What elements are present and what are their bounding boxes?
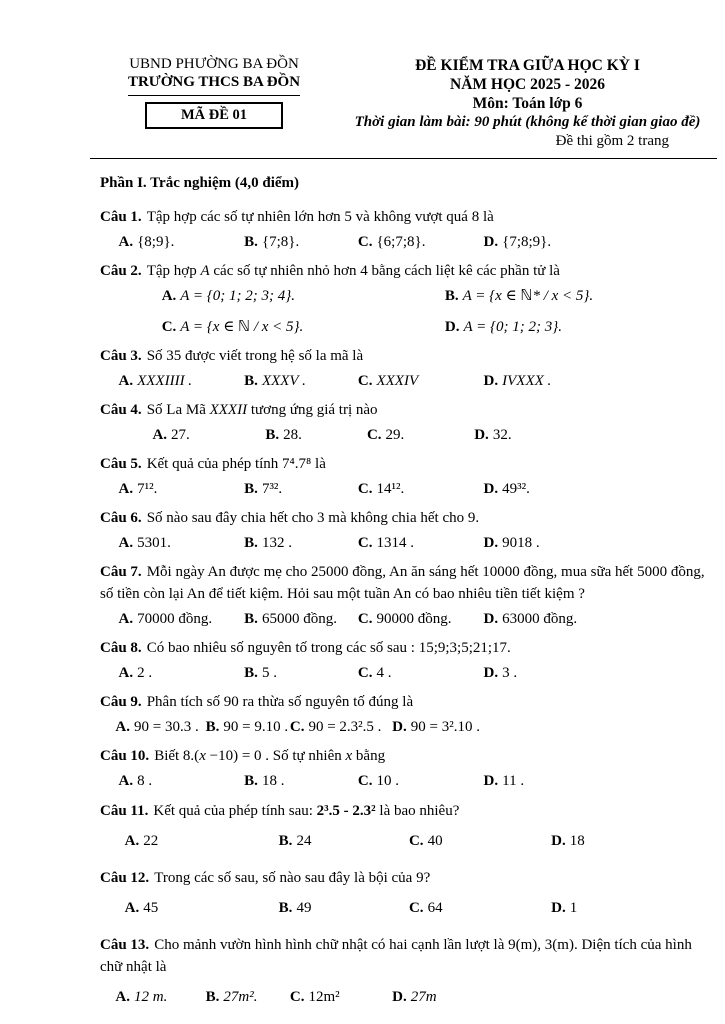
option-letter: D. xyxy=(551,833,566,849)
question-text: Số La Mã xyxy=(146,402,210,418)
option-c xyxy=(358,532,484,554)
question-number: Câu 7. xyxy=(100,564,142,580)
option-c xyxy=(290,716,392,738)
header-left-block xyxy=(90,56,338,129)
option-letter: C. xyxy=(357,234,373,250)
option-letter: A. xyxy=(161,288,177,304)
school-year: NĂM HỌC 2025 - 2026 xyxy=(450,76,605,93)
option-b xyxy=(244,370,358,392)
option-b xyxy=(244,532,358,554)
option-value: 49 xyxy=(296,900,312,916)
option-letter: C. xyxy=(408,900,424,916)
option-value: 27m xyxy=(410,989,437,1005)
exam-code-box: MÃ ĐỀ 01 xyxy=(145,102,283,129)
option-b xyxy=(244,770,358,792)
subject-line: Môn: Toán lớp 6 xyxy=(472,95,583,112)
option-a xyxy=(119,608,245,630)
option-d xyxy=(445,316,717,338)
question xyxy=(100,345,717,392)
question-stem xyxy=(100,399,717,421)
question-text: bằng xyxy=(352,748,386,764)
option-value: XXXIV xyxy=(376,373,419,389)
question-text: Số 35 được viết trong hệ số la mã là xyxy=(146,348,364,364)
option-a xyxy=(119,370,245,392)
option-value: 28. xyxy=(283,427,302,443)
question-stem xyxy=(100,507,717,529)
option-letter: B. xyxy=(244,535,258,551)
option-b xyxy=(244,478,358,500)
option-c xyxy=(358,478,484,500)
option-a xyxy=(119,532,245,554)
question xyxy=(100,561,717,630)
question xyxy=(100,507,717,554)
option-value: 90 = 2.3².5 . xyxy=(308,719,382,735)
option-letter: A. xyxy=(115,719,131,735)
question-stem xyxy=(100,345,717,367)
option-letter: D. xyxy=(483,373,499,389)
option-letter: D. xyxy=(392,719,407,735)
question xyxy=(100,745,717,792)
authority-name: UBND PHƯỜNG BA ĐỒN xyxy=(129,56,299,72)
question-text: tương ứng giá trị nào xyxy=(247,402,378,418)
option-b xyxy=(206,716,290,738)
option-letter: B. xyxy=(244,665,258,681)
option-value: 90 = 9.10 . xyxy=(223,719,289,735)
question-number: Câu 9. xyxy=(100,694,142,710)
question xyxy=(100,867,717,919)
option-b xyxy=(265,424,367,446)
option-value: 3 . xyxy=(502,665,518,681)
option-value: 70000 đồng. xyxy=(137,611,213,627)
question-number: Câu 8. xyxy=(100,640,142,656)
question-options xyxy=(100,897,717,919)
question-text: Tập hợp xyxy=(146,263,201,279)
option-c xyxy=(409,897,551,919)
option-value: 18 xyxy=(569,833,585,849)
option-letter: B. xyxy=(244,611,258,627)
question-stem xyxy=(100,206,717,228)
option-b xyxy=(279,830,409,852)
question xyxy=(100,453,717,500)
question-text: Tập hợp các số tự nhiên lớn hơn 5 và không vượt quá 8 là xyxy=(146,209,494,225)
option-b xyxy=(206,986,290,1008)
option-value: 8 . xyxy=(137,773,153,789)
option-letter: A. xyxy=(118,773,134,789)
option-value: 65000 đồng. xyxy=(261,611,337,627)
question-number: Câu 11. xyxy=(100,803,149,819)
question-number: Câu 3. xyxy=(100,348,142,364)
question xyxy=(100,260,717,338)
question-options xyxy=(100,830,717,852)
question xyxy=(100,637,717,684)
option-d xyxy=(474,424,717,446)
question-options xyxy=(100,662,717,684)
option-value: 11 . xyxy=(502,773,525,789)
option-d xyxy=(392,716,717,738)
option-d xyxy=(551,830,717,852)
question-text: x xyxy=(199,748,206,764)
option-letter: A. xyxy=(118,373,134,389)
option-value: {7;8}. xyxy=(261,234,300,250)
option-letter: D. xyxy=(483,234,499,250)
option-value: 90 = 30.3 . xyxy=(134,719,199,735)
option-letter: C. xyxy=(289,719,305,735)
option-c xyxy=(358,662,484,684)
option-letter: B. xyxy=(244,234,258,250)
exam-title: ĐỀ KIỂM TRA GIỮA HỌC KỲ I xyxy=(415,57,640,74)
option-b xyxy=(244,662,358,684)
duration-line: Thời gian làm bài: 90 phút (không kể thời gian giao đề) xyxy=(354,114,701,130)
option-c xyxy=(162,316,445,338)
option-a xyxy=(119,231,245,253)
option-a xyxy=(119,770,245,792)
option-letter: C. xyxy=(161,319,177,335)
question-stem xyxy=(100,800,717,822)
option-letter: A. xyxy=(115,989,131,1005)
option-b xyxy=(244,608,358,630)
question-number: Câu 12. xyxy=(100,870,150,886)
question-number: Câu 6. xyxy=(100,510,142,526)
option-letter: D. xyxy=(483,665,499,681)
option-value: 22 xyxy=(143,833,159,849)
option-value: 49³². xyxy=(502,481,530,497)
question-text: 2³.5 - 2.3² xyxy=(316,803,376,819)
question-stem xyxy=(100,934,717,978)
question-number: Câu 2. xyxy=(100,263,142,279)
option-letter: D. xyxy=(483,611,499,627)
option-d xyxy=(484,608,717,630)
option-letter: A. xyxy=(118,665,134,681)
option-letter: C. xyxy=(357,373,373,389)
option-letter: A. xyxy=(118,535,134,551)
question xyxy=(100,399,717,446)
option-a xyxy=(115,716,205,738)
question xyxy=(100,206,717,253)
question-options xyxy=(100,478,717,500)
option-b xyxy=(445,285,717,307)
option-letter: A. xyxy=(118,611,134,627)
exam-header xyxy=(90,56,717,151)
question-text: −10) = 0 . Số tự nhiên xyxy=(205,748,346,764)
option-value: 5301. xyxy=(137,535,171,551)
option-d xyxy=(484,532,717,554)
option-value: 12m² xyxy=(308,989,340,1005)
question-number: Câu 5. xyxy=(100,456,142,472)
question-number: Câu 10. xyxy=(100,748,150,764)
option-a xyxy=(119,478,245,500)
question-options xyxy=(100,370,717,392)
exam-body xyxy=(90,159,717,1008)
option-c xyxy=(358,770,484,792)
question-number: Câu 13. xyxy=(100,937,150,953)
question-options xyxy=(100,231,717,253)
question xyxy=(100,800,717,852)
question-text: Số nào sau đây chia hết cho 3 mà không chia hết cho 9. xyxy=(146,510,480,526)
option-c xyxy=(358,370,484,392)
option-value: 40 xyxy=(427,833,443,849)
option-value: 10 . xyxy=(376,773,399,789)
option-letter: D. xyxy=(474,427,489,443)
option-value: 32. xyxy=(492,427,512,443)
question-number: Câu 1. xyxy=(100,209,142,225)
option-value: 4 . xyxy=(376,665,392,681)
option-value: 12 m. xyxy=(134,989,168,1005)
question-stem xyxy=(100,453,717,475)
option-c xyxy=(358,608,484,630)
option-value: 132 . xyxy=(261,535,292,551)
option-b xyxy=(279,897,409,919)
question-text: Có bao nhiêu số nguyên tố trong các số sau : 15;9;3;5;21;17. xyxy=(146,640,511,656)
option-value: {7;8;9}. xyxy=(502,234,552,250)
option-letter: B. xyxy=(265,427,280,443)
questions xyxy=(100,206,717,1008)
option-value: {8;9}. xyxy=(137,234,175,250)
question xyxy=(100,934,717,1008)
option-d xyxy=(484,770,717,792)
question-text: các số tự nhiên nhỏ hơn 4 bằng cách liệt kê các phần tử là xyxy=(209,263,560,279)
question-stem xyxy=(100,637,717,659)
option-letter: A. xyxy=(124,833,140,849)
option-letter: B. xyxy=(444,288,459,304)
question-text: A xyxy=(200,263,210,279)
question-number: Câu 4. xyxy=(100,402,142,418)
option-letter: B. xyxy=(244,373,258,389)
question-text: Kết quả của phép tính sau: xyxy=(153,803,317,819)
option-letter: D. xyxy=(483,481,499,497)
question-text: Mỗi ngày An được mẹ cho 25000 đồng, An ăn sáng hết 10000 đồng, mua sữa hết 5000 đồng, số tiền còn lại An để tiết kiệm. Hỏi sau một tuần An có bao nhiêu tiền tiết kiệm ? xyxy=(100,564,705,602)
option-a xyxy=(115,986,205,1008)
option-value: 45 xyxy=(143,900,159,916)
option-d xyxy=(484,662,717,684)
option-d xyxy=(484,478,717,500)
question-stem xyxy=(100,691,717,713)
question-stem xyxy=(100,867,717,889)
option-letter: B. xyxy=(244,481,258,497)
question-text: XXXII xyxy=(209,402,248,418)
option-letter: C. xyxy=(366,427,382,443)
option-letter: B. xyxy=(205,719,220,735)
option-value: 29. xyxy=(385,427,405,443)
option-a xyxy=(125,830,279,852)
question-options xyxy=(100,716,717,738)
question-options xyxy=(100,770,717,792)
option-value: 9018 . xyxy=(502,535,540,551)
option-letter: D. xyxy=(392,989,407,1005)
option-value: XXXV . xyxy=(261,373,306,389)
option-d xyxy=(484,370,717,392)
option-value: XXXIIII . xyxy=(137,373,193,389)
option-letter: A. xyxy=(124,900,140,916)
option-letter: C. xyxy=(357,773,373,789)
school-name: TRƯỜNG THCS BA ĐỒN xyxy=(128,74,300,96)
option-letter: A. xyxy=(118,234,134,250)
option-letter: D. xyxy=(483,535,499,551)
question-text: Cho mảnh vườn hình hình chữ nhật có hai cạnh lần lượt là 9(m), 3(m). Diện tích của hình chữ nhật là xyxy=(100,937,692,975)
option-letter: C. xyxy=(357,481,373,497)
option-value: A = {0; 1; 2; 3}. xyxy=(463,319,562,335)
question-options xyxy=(100,285,717,338)
option-value: A = {0; 1; 2; 3; 4}. xyxy=(180,288,296,304)
option-letter: A. xyxy=(118,481,134,497)
page-count-line: Đề thi gồm 2 trang xyxy=(555,133,669,149)
option-value: 5 . xyxy=(261,665,277,681)
option-c xyxy=(358,231,484,253)
option-letter: B. xyxy=(278,900,293,916)
question-stem xyxy=(100,260,717,282)
option-value: 7¹². xyxy=(137,481,158,497)
option-value: 27. xyxy=(171,427,190,443)
option-value: 24 xyxy=(296,833,312,849)
option-value: 1314 . xyxy=(376,535,414,551)
question-text: Trong các số sau, số nào sau đây là bội của 9? xyxy=(154,870,431,886)
option-letter: C. xyxy=(357,665,373,681)
option-letter: B. xyxy=(205,989,220,1005)
question-text: là bao nhiêu? xyxy=(375,803,460,819)
question-stem xyxy=(100,561,717,605)
question-options xyxy=(100,532,717,554)
option-value: 27m². xyxy=(223,989,258,1005)
option-letter: D. xyxy=(551,900,566,916)
option-c xyxy=(290,986,392,1008)
option-letter: D. xyxy=(444,319,460,335)
option-value: 90 = 3².10 . xyxy=(410,719,480,735)
option-letter: B. xyxy=(244,773,258,789)
option-value: A = {x ∈ ℕ / x < 5}. xyxy=(180,319,304,335)
option-d xyxy=(392,986,717,1008)
option-value: {6;7;8}. xyxy=(376,234,426,250)
question-options xyxy=(100,608,717,630)
option-a xyxy=(125,897,279,919)
question-text: Phân tích số 90 ra thừa số nguyên tố đúng là xyxy=(146,694,414,710)
option-value: 14¹². xyxy=(376,481,405,497)
option-value: 1 xyxy=(569,900,578,916)
option-letter: A. xyxy=(152,427,168,443)
option-letter: C. xyxy=(289,989,305,1005)
option-d xyxy=(551,897,717,919)
section-title: Phần I. Trắc nghiệm (4,0 điểm) xyxy=(100,175,300,191)
option-c xyxy=(409,830,551,852)
option-value: 63000 đồng. xyxy=(502,611,578,627)
question-text: Biết 8.( xyxy=(154,748,200,764)
header-right-block xyxy=(338,56,717,151)
option-a xyxy=(162,285,445,307)
question-stem xyxy=(100,745,717,767)
option-value: 2 . xyxy=(137,665,153,681)
option-value: 64 xyxy=(427,900,443,916)
option-value: 90000 đồng. xyxy=(376,611,452,627)
option-letter: C. xyxy=(357,611,373,627)
option-b xyxy=(244,231,358,253)
question xyxy=(100,691,717,738)
question-text: Kết quả của phép tính 7⁴.7⁸ là xyxy=(146,456,326,472)
option-a xyxy=(119,662,245,684)
option-c xyxy=(367,424,474,446)
question-text: x xyxy=(345,748,353,764)
option-value: 7³². xyxy=(261,481,283,497)
option-value: 18 . xyxy=(261,773,285,789)
question-options xyxy=(100,424,717,446)
option-letter: B. xyxy=(278,833,293,849)
option-value: A = {x ∈ ℕ* / x < 5}. xyxy=(462,288,594,304)
option-letter: D. xyxy=(483,773,499,789)
option-value: IVXXX . xyxy=(502,373,552,389)
option-letter: C. xyxy=(357,535,373,551)
option-d xyxy=(484,231,717,253)
option-a xyxy=(152,424,265,446)
question-options xyxy=(100,986,717,1008)
option-letter: C. xyxy=(408,833,424,849)
